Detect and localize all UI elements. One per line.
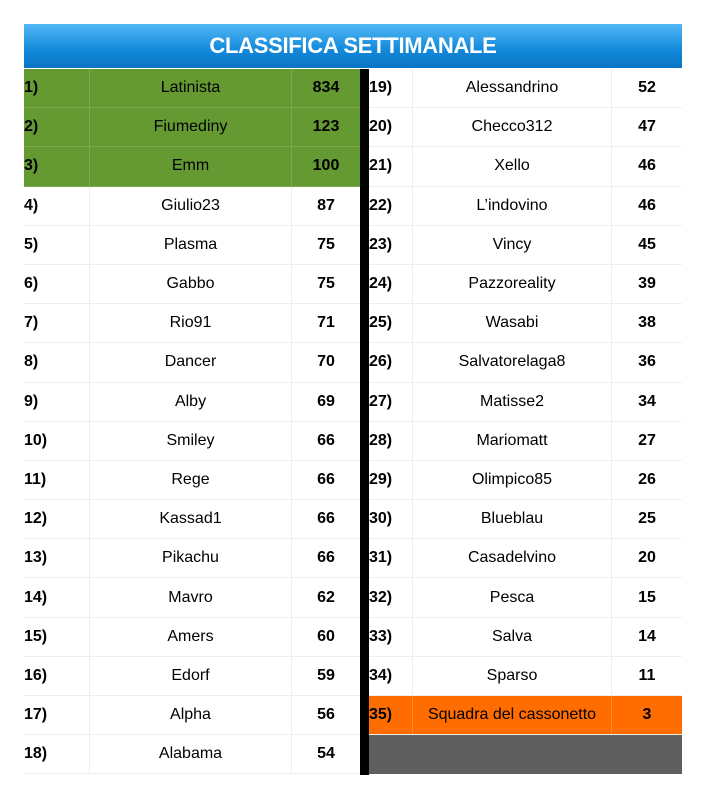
- score-cell: 70: [317, 353, 335, 371]
- table-row: [369, 69, 682, 108]
- table-row: [369, 461, 682, 500]
- player-name-cell: Sparso: [413, 657, 612, 695]
- player-name-cell: Squadra del cassonetto: [413, 696, 612, 734]
- score-cell: 62: [317, 588, 335, 606]
- table-row: [24, 735, 360, 774]
- player-name-cell: L’indovino: [413, 187, 612, 225]
- score-cell: 36: [638, 353, 656, 371]
- score-cell: 34: [638, 392, 656, 410]
- rank-cell: 30): [369, 500, 413, 538]
- table-row: [24, 108, 360, 147]
- player-name-cell: Alpha: [90, 696, 292, 734]
- rank-cell: 31): [369, 539, 413, 577]
- table-row: [24, 657, 360, 696]
- table-row: [24, 696, 360, 735]
- rank-cell: 11): [24, 461, 90, 499]
- player-name-cell: Wasabi: [413, 304, 612, 342]
- player-name-cell: Pikachu: [90, 539, 292, 577]
- rank-cell: 4): [24, 187, 90, 225]
- table-row: [369, 657, 682, 696]
- table-row: [24, 422, 360, 461]
- rank-cell: 20): [369, 108, 413, 146]
- score-cell: 38: [638, 314, 656, 332]
- player-name-cell: Dancer: [90, 343, 292, 381]
- score-cell: 46: [638, 157, 656, 175]
- player-name-cell: Alabama: [90, 735, 292, 773]
- table-row: [24, 383, 360, 422]
- score-cell: 20: [638, 549, 656, 567]
- table-row: [24, 226, 360, 265]
- rank-cell: 35): [369, 696, 413, 734]
- score-cell: 71: [317, 314, 335, 332]
- score-cell: 52: [638, 79, 656, 97]
- player-name-cell: Mariomatt: [413, 422, 612, 460]
- rank-cell: 7): [24, 304, 90, 342]
- table-row: [24, 265, 360, 304]
- table-row: [24, 539, 360, 578]
- table-row: [24, 187, 360, 226]
- table-row: [369, 304, 682, 343]
- player-name-cell: Edorf: [90, 657, 292, 695]
- table-row: [369, 108, 682, 147]
- rank-cell: 28): [369, 422, 413, 460]
- score-cell: 54: [317, 745, 335, 763]
- table-row: [24, 147, 360, 186]
- score-cell: 87: [317, 196, 335, 214]
- rank-cell: 13): [24, 539, 90, 577]
- player-name-cell: Vincy: [413, 226, 612, 264]
- rank-cell: 29): [369, 461, 413, 499]
- table-row: [24, 343, 360, 382]
- score-cell: 66: [317, 431, 335, 449]
- rank-cell: 6): [24, 265, 90, 303]
- player-name-cell: Amers: [90, 618, 292, 656]
- table-row: [369, 265, 682, 304]
- table-row: [24, 461, 360, 500]
- table-row: [24, 500, 360, 539]
- player-name-cell: Latinista: [90, 69, 292, 107]
- rank-cell: 3): [24, 147, 90, 185]
- leaderboard-right-column: [369, 69, 682, 774]
- rank-cell: 23): [369, 226, 413, 264]
- leaderboard-title: CLASSIFICA SETTIMANALE: [24, 24, 682, 68]
- score-cell: 834: [312, 79, 340, 97]
- rank-cell: 14): [24, 578, 90, 616]
- player-name-cell: Alessandrino: [413, 69, 612, 107]
- score-cell: 25: [638, 510, 656, 528]
- rank-cell: 26): [369, 343, 413, 381]
- rank-cell: 32): [369, 578, 413, 616]
- player-name-cell: Fiumediny: [90, 108, 292, 146]
- score-cell: 60: [317, 627, 335, 645]
- player-name-cell: Casadelvino: [413, 539, 612, 577]
- score-cell: 66: [317, 549, 335, 567]
- score-cell: 47: [638, 118, 656, 136]
- player-name-cell: Plasma: [90, 226, 292, 264]
- player-name-cell: Alby: [90, 383, 292, 421]
- rank-cell: 24): [369, 265, 413, 303]
- rank-cell: 12): [24, 500, 90, 538]
- player-name-cell: Pesca: [413, 578, 612, 616]
- rank-cell: 17): [24, 696, 90, 734]
- leaderboard-left-column: [24, 69, 360, 774]
- player-name-cell: Mavro: [90, 578, 292, 616]
- player-name-cell: Olimpico85: [413, 461, 612, 499]
- player-name-cell: Rege: [90, 461, 292, 499]
- score-cell: 123: [312, 118, 340, 136]
- player-name-cell: Emm: [90, 147, 292, 185]
- rank-cell: 9): [24, 383, 90, 421]
- rank-cell: 1): [24, 69, 90, 107]
- score-cell: 39: [638, 275, 656, 293]
- player-name-cell: Salvatorelaga8: [413, 343, 612, 381]
- score-cell: 45: [638, 235, 656, 253]
- score-cell: 66: [317, 470, 335, 488]
- score-cell: 75: [317, 235, 335, 253]
- player-name-cell: Giulio23: [90, 187, 292, 225]
- score-cell: 100: [312, 157, 340, 175]
- rank-cell: 2): [24, 108, 90, 146]
- score-cell: 11: [638, 666, 656, 684]
- table-row: [369, 147, 682, 186]
- table-row: [24, 618, 360, 657]
- table-row: [369, 578, 682, 617]
- table-row: [24, 69, 360, 108]
- rank-cell: 19): [369, 69, 413, 107]
- score-cell: 26: [638, 470, 656, 488]
- table-row: [24, 578, 360, 617]
- column-divider: [360, 69, 369, 775]
- score-cell: 14: [638, 627, 656, 645]
- score-cell: 56: [317, 706, 335, 724]
- score-cell: 59: [317, 666, 335, 684]
- score-cell: 69: [317, 392, 335, 410]
- player-name-cell: Xello: [413, 147, 612, 185]
- empty-row: [369, 735, 682, 774]
- player-name-cell: Matisse2: [413, 383, 612, 421]
- score-cell: 15: [638, 588, 656, 606]
- table-row: [369, 422, 682, 461]
- rank-cell: 25): [369, 304, 413, 342]
- table-row: [369, 226, 682, 265]
- rank-cell: 21): [369, 147, 413, 185]
- player-name-cell: Smiley: [90, 422, 292, 460]
- rank-cell: 5): [24, 226, 90, 264]
- rank-cell: 22): [369, 187, 413, 225]
- player-name-cell: Checco312: [413, 108, 612, 146]
- player-name-cell: Blueblau: [413, 500, 612, 538]
- table-row: [369, 539, 682, 578]
- rank-cell: 18): [24, 735, 90, 773]
- score-cell: 46: [638, 196, 656, 214]
- player-name-cell: Rio91: [90, 304, 292, 342]
- table-row: [369, 696, 682, 735]
- score-cell: 66: [317, 510, 335, 528]
- score-cell: 3: [642, 706, 652, 724]
- player-name-cell: Gabbo: [90, 265, 292, 303]
- rank-cell: 27): [369, 383, 413, 421]
- rank-cell: 16): [24, 657, 90, 695]
- table-row: [24, 304, 360, 343]
- table-row: [369, 618, 682, 657]
- table-row: [369, 187, 682, 226]
- player-name-cell: Kassad1: [90, 500, 292, 538]
- player-name-cell: Salva: [413, 618, 612, 656]
- rank-cell: 10): [24, 422, 90, 460]
- score-cell: 75: [317, 275, 335, 293]
- rank-cell: 33): [369, 618, 413, 656]
- table-row: [369, 500, 682, 539]
- table-row: [369, 343, 682, 382]
- table-row: [369, 383, 682, 422]
- score-cell: 27: [638, 431, 656, 449]
- rank-cell: 15): [24, 618, 90, 656]
- rank-cell: 34): [369, 657, 413, 695]
- rank-cell: 8): [24, 343, 90, 381]
- player-name-cell: Pazzoreality: [413, 265, 612, 303]
